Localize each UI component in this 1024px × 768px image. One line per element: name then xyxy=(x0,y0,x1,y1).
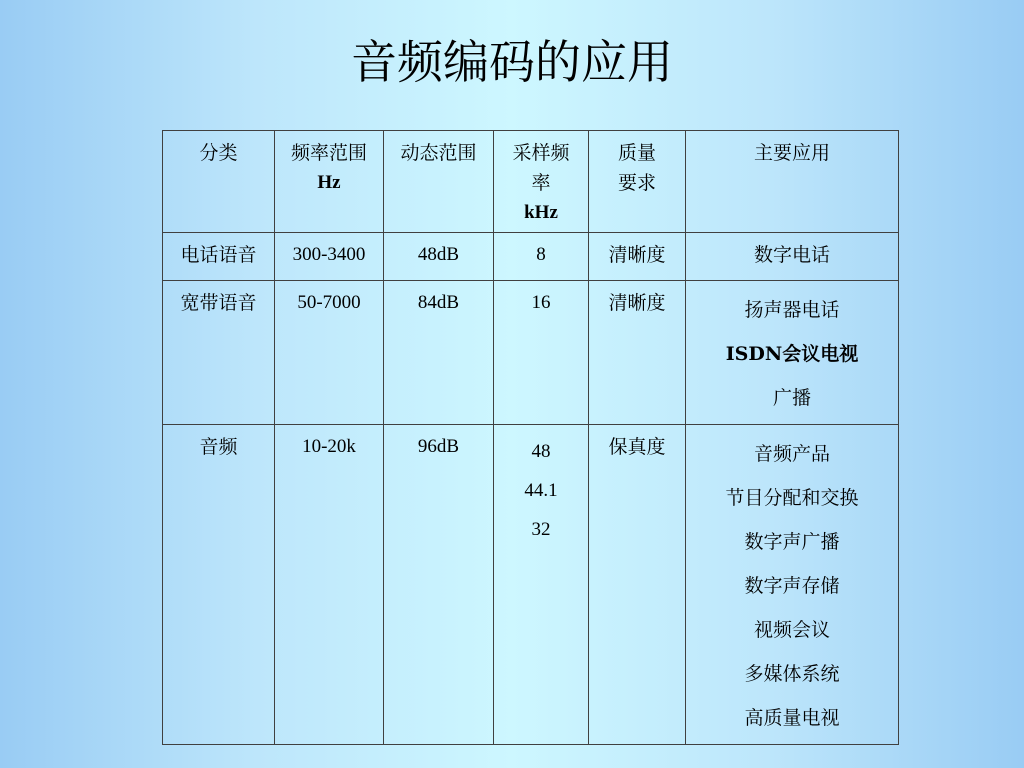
header-text: 动态范围 xyxy=(400,142,477,164)
application-item: ISDN会议电视 xyxy=(725,343,859,365)
cell-dynamic-range: 48dB xyxy=(384,233,494,281)
cell-quality: 保真度 xyxy=(589,425,686,745)
header-dynamic-range xyxy=(384,131,494,233)
sample-rate-value: 32 xyxy=(531,519,551,540)
cell-freq-range: 10-20k xyxy=(275,425,384,745)
application-item: 数字声广播 xyxy=(744,531,840,553)
cell-applications xyxy=(686,233,899,281)
cell-dynamic-range: 84dB xyxy=(384,281,494,425)
header-text: 要求 xyxy=(617,172,656,194)
application-item: 多媒体系统 xyxy=(744,663,840,685)
application-item: 广播 xyxy=(772,387,811,409)
header-unit: kHz xyxy=(524,202,558,223)
header-text: 主要应用 xyxy=(753,142,830,164)
header-quality xyxy=(589,131,686,233)
table-row xyxy=(163,281,899,425)
sample-rate-value: 44.1 xyxy=(524,480,558,501)
sample-rate-value: 16 xyxy=(531,292,551,313)
header-applications xyxy=(686,131,899,233)
application-item: 视频会议 xyxy=(753,619,830,641)
cell-sample-rate xyxy=(494,425,589,745)
cell-quality: 清晰度 xyxy=(589,233,686,281)
cell-freq-range: 50-7000 xyxy=(275,281,384,425)
table-header-row xyxy=(163,131,899,233)
header-text: 质量 xyxy=(617,142,656,164)
cell-quality: 清晰度 xyxy=(589,281,686,425)
sample-rate-value: 48 xyxy=(531,441,551,462)
cell-category: 音频 xyxy=(163,425,275,745)
table-row xyxy=(163,425,899,745)
application-item: 扬声器电话 xyxy=(744,299,840,321)
header-sample-rate xyxy=(494,131,589,233)
audio-coding-table xyxy=(162,130,899,745)
application-item: 音频产品 xyxy=(753,443,830,465)
header-freq-range xyxy=(275,131,384,233)
application-item: 数字电话 xyxy=(753,244,830,266)
cell-sample-rate xyxy=(494,281,589,425)
cell-category: 宽带语音 xyxy=(163,281,275,425)
application-item: 高质量电视 xyxy=(744,707,840,729)
header-unit: Hz xyxy=(317,172,341,193)
cell-category: 电话语音 xyxy=(163,233,275,281)
application-item: 数字声存储 xyxy=(744,575,840,597)
header-category xyxy=(163,131,275,233)
sample-rate-value: 8 xyxy=(536,244,546,265)
slide-title: 音频编码的应用 xyxy=(351,35,673,89)
cell-sample-rate xyxy=(494,233,589,281)
cell-applications xyxy=(686,281,899,425)
table-row xyxy=(163,233,899,281)
cell-dynamic-range: 96dB xyxy=(384,425,494,745)
cell-applications xyxy=(686,425,899,745)
header-text: 分类 xyxy=(199,142,238,164)
application-item: 节目分配和交换 xyxy=(725,487,859,509)
cell-freq-range: 300-3400 xyxy=(275,233,384,281)
header-text: 频率范围 xyxy=(290,142,367,164)
header-text: 率 xyxy=(531,172,551,194)
header-text: 采样频 xyxy=(512,142,570,164)
